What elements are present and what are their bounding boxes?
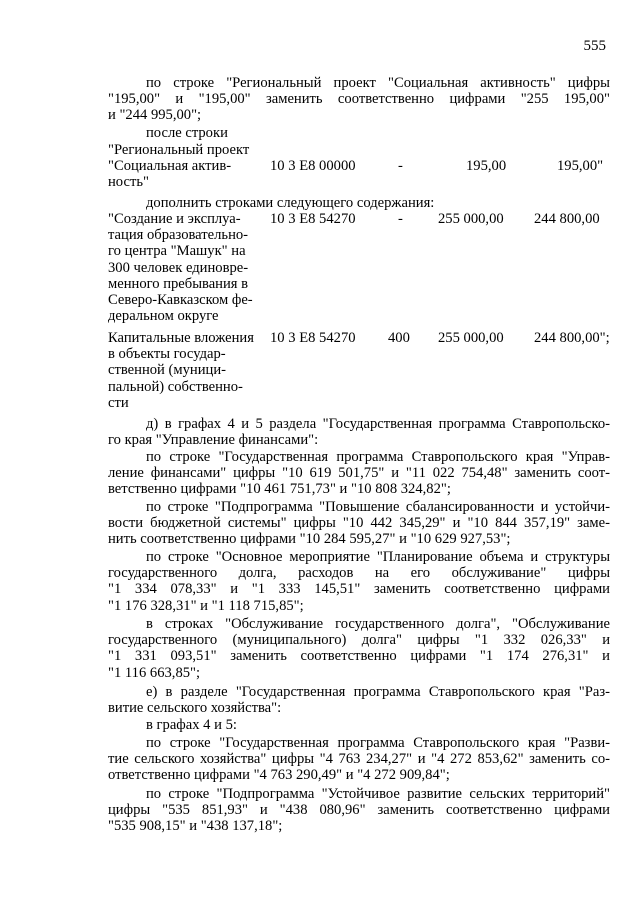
text-line: е) в разделе "Государственная программа Ставропольского края "Раз- xyxy=(146,684,610,700)
paragraph-finance-program xyxy=(108,449,610,498)
text-line: по строке "Основное мероприятие "Планирование объема и структуры xyxy=(146,549,610,565)
row-dash: - xyxy=(398,211,403,227)
row-name-line: сти xyxy=(108,394,129,411)
row-name-line: деральном округе xyxy=(108,308,219,325)
paragraph-social-activity xyxy=(108,75,610,124)
after-line-label: после строки xyxy=(146,125,228,141)
row-dash: - xyxy=(398,158,403,174)
row-name-line: Капитальные вложения xyxy=(108,330,254,346)
text-line: государственного (муниципального) долга" цифры "1 332 026,33" и xyxy=(108,632,610,649)
text-line: ответственно цифрами "4 763 290,49" и "4 272 909,84"; xyxy=(108,767,450,784)
row-name-line: го центра "Машук" на xyxy=(108,243,246,260)
text-line: по строке "Подпрограмма "Повышение сбалансированности и устойчи- xyxy=(146,499,610,515)
text-line: в строках "Обслуживание государственного долга", "Обслуживание xyxy=(146,616,610,632)
row-code: 10 3 E8 54270 xyxy=(270,211,356,227)
row-name-line: менного пребывания в xyxy=(108,275,249,292)
row-value-5: 244 800,00 xyxy=(534,211,600,227)
row-name-line: тация образовательно- xyxy=(108,227,249,244)
row-code: 10 3 E8 00000 xyxy=(270,158,356,174)
text-line: ление финансами" цифры "10 619 501,75" и "11 022 754,48" заменить соот- xyxy=(108,465,610,482)
text-line: витие сельского хозяйства": xyxy=(108,700,282,717)
paragraph-e-agriculture xyxy=(108,684,610,716)
row-value-4: 255 000,00 xyxy=(438,211,504,227)
row-name-line: ность" xyxy=(108,174,149,191)
row-value-5: 244 800,00"; xyxy=(534,330,610,346)
paragraph-debt-planning xyxy=(108,549,610,614)
paragraph-rural-subprogram xyxy=(108,786,610,835)
text-line: по строке "Государственная программа Ставропольского края "Управ- xyxy=(146,449,610,465)
row-name-line: в объекты государ- xyxy=(108,346,226,363)
paragraph-agriculture-program xyxy=(108,735,610,784)
paragraph-debt-service xyxy=(108,616,610,681)
row-name-line: "Региональный проект xyxy=(108,142,250,158)
text-line: цифры "535 851,93" и "438 080,96" заменить соответственно цифрами xyxy=(108,802,610,819)
text-line: и "244 995,00"; xyxy=(108,107,202,124)
paragraph-budget-subprogram xyxy=(108,499,610,548)
text-line: в графах 4 и 5: xyxy=(146,717,237,733)
table-row-capital-investments xyxy=(108,330,610,411)
row-name-line: Северо-Кавказском фе- xyxy=(108,292,253,309)
paragraph-d-finance-management xyxy=(108,416,610,448)
text-line: "535 908,15" и "438 137,18"; xyxy=(108,818,283,835)
row-value-4: 255 000,00 xyxy=(438,330,504,346)
supplement-line: дополнить строками следующего содержания: xyxy=(146,195,435,211)
text-line: д) в графах 4 и 5 раздела "Государственная программа Ставропольско- xyxy=(146,416,610,432)
text-line: "1 176 328,31" и "1 118 715,85"; xyxy=(108,597,304,614)
text-line: ветственно цифрами "10 461 751,73" и "10 808 324,82"; xyxy=(108,481,451,498)
row-expense-type: 400 xyxy=(388,330,410,346)
text-line: вости бюджетной системы" цифры "10 442 345,29" и "10 844 357,19" заме- xyxy=(108,515,610,532)
row-value-5: 195,00" xyxy=(557,158,604,174)
row-code: 10 3 E8 54270 xyxy=(270,330,356,346)
text-line: "1 116 663,85"; xyxy=(108,664,201,681)
table-row-regional-project xyxy=(108,142,610,191)
text-line: го края "Управление финансами": xyxy=(108,432,319,449)
row-name-line: пальной) собственно- xyxy=(108,378,243,395)
text-line: "195,00" и "195,00" заменить соответственно цифрами "255 195,00" xyxy=(108,91,610,108)
text-line: по строке "Государственная программа Ставропольского края "Разви- xyxy=(146,735,610,751)
text-line: государственного долга, расходов на его обслуживание" цифры xyxy=(108,565,610,582)
row-name-line: ственной (муници- xyxy=(108,362,227,379)
row-name-line: "Социальная актив- xyxy=(108,158,232,175)
table-row-mashuk xyxy=(108,211,610,324)
row-value-4: 195,00 xyxy=(466,158,507,174)
text-line: "1 331 093,51" заменить соответственно цифрами "1 174 276,31" и xyxy=(108,648,610,665)
text-line: по строке "Подпрограмма "Устойчивое развитие сельских территорий" xyxy=(146,786,610,802)
text-line: тие сельского хозяйства" цифры "4 763 234,27" и "4 272 853,62" заменить со- xyxy=(108,751,610,768)
text-line: "1 334 078,33" и "1 333 145,51" заменить соответственно цифрами xyxy=(108,581,610,598)
page-number: 555 xyxy=(583,38,606,54)
text-line: нить соответственно цифрами "10 284 595,27" и "10 629 927,53"; xyxy=(108,531,511,548)
row-name-line: 300 человек единовре- xyxy=(108,259,249,276)
row-name-line: "Создание и эксплуа- xyxy=(108,211,241,227)
paragraph-columns-4-5 xyxy=(108,717,610,733)
text-line: по строке "Региональный проект "Социальная активность" цифры xyxy=(146,75,610,91)
